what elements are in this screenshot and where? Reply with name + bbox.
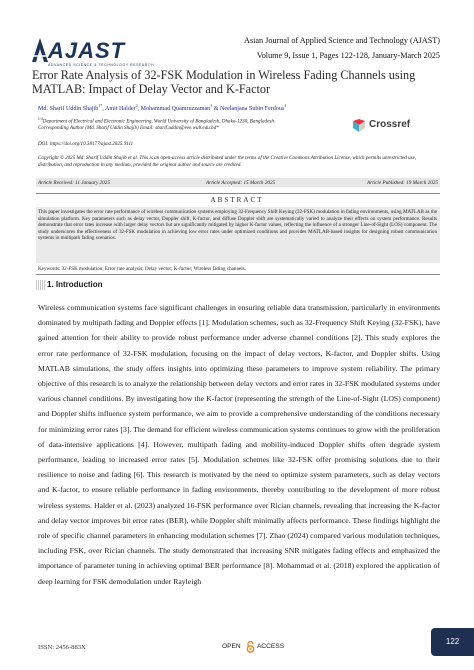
corresponding-author: Corresponding Author (Md. Sharif Uddin Shajib) Email: sharif.uddin@eee.wub.edu.bd* (38, 125, 219, 132)
author-name: Md. Sharif Uddin Shajib (38, 106, 99, 113)
section-marker (36, 280, 45, 290)
page-number: 122 (431, 628, 474, 656)
author-name: Amit Halder (104, 106, 136, 113)
crossref-icon (352, 119, 366, 133)
logo-text: AJAST (48, 38, 126, 63)
divider (36, 193, 440, 194)
issn: ISSN: 2456-883X (38, 644, 86, 651)
author-name: Neelanjana Subin Ferdous (220, 106, 285, 113)
abstract-heading: ABSTRACT (210, 196, 264, 204)
open-access-right: ACCESS (257, 643, 285, 650)
affiliation-sup: 1-4 (38, 117, 43, 121)
section-heading: 1. Introduction (47, 280, 103, 289)
copyright-notice: Copyright © 2025 Md. Sharif Uddin Shajib et al. This is an open-access article distributed under the terms of the Creative Commons Attribution License, which permits unrestricted use, distribution, and reproduction in any medium, provided the original author and source are credited. (38, 155, 417, 168)
divider (36, 274, 440, 275)
date-accepted: Article Accepted: 15 March 2025 (206, 179, 276, 186)
article-dates (36, 178, 440, 187)
author-sup: 1* (98, 103, 103, 108)
crossref-badge[interactable] (352, 119, 432, 133)
author-list: Md. Sharif Uddin Shajib$^{1*}$, Amit Halder$^2$, Mohammad Quamruzzaman$^3$ & Neelanjana Subin Ferdous$^4$ (38, 103, 287, 113)
journal-logo (30, 36, 155, 70)
abstract-text: This paper investigates the error rate performance of wireless communication systems employing 32-Frequency Shift Keying (32-FSK) modulation in fading environments, using MATLAB as the simulation platform. Key parameters such as delay vector, Doppler shift, K-factor, and diffuse Doppler shift are systematically varied to analyze their effects on system performance. Results demonstrate that error rates increase with larger delay vectors but are significantly mitigated by higher K-factor values, reflecting the influence of a stronger Line-of-Sight (LOS) component. The study underscores the effectiveness of 32-FSK modulation in achieving low error rates under optimized conditions and provides MATLAB-based insights for designing robust communication systems in multipath fading scenarios. (38, 209, 437, 241)
crossref-label: Crossref (369, 119, 411, 130)
date-published: Article Published: 19 March 2025 (367, 179, 438, 186)
journal-name: Asian Journal of Applied Science and Technology (AJAST) (244, 36, 440, 45)
logo-tagline: ADVANCED SCIENCE & TECHNOLOGY RESEARCH (48, 63, 155, 67)
introduction-text: Wireless communication systems face significant challenges in ensuring reliable data transmission, particularly in environments dominated by multipath fading and Doppler effects [1]. Modulation schemes, such as 32-Frequency Shift Keying (32-FSK), have gained attention for their ability to provide robust performance under adverse channel conditions [2]. This study explores the error rate performance of 32-FSK modulation, focusing on the impact of delay vectors, K-factor, and Doppler shifts. Using MATLAB simulations, the study offers insights into optimizing these parameters to improve system reliability. The primary objective of this research is to analyze the relationship between delay vectors and error rates in 32-FSK modulated systems under various channel conditions. By investigating how the K-factor (representing the strength of the Line-of-Sight (LOS) component) and Doppler shifts influence system performance, we aim to provide a comprehensive understanding of the conditions necessary for minimizing error rates [3]. The demand for efficient wireless communication systems continues to grow with the proliferation of data-intensive applications [4]. However, multipath fading and mobility-induced Doppler shifts often degrade system performance, leading to increased error rates [5]. Modulation schemes like 32-FSK offer promising solutions due to their resilience to noise and fading [6]. This research is motivated by the need to optimize system parameters, such as delay vectors and K-factor, to ensure reliable performance in fading environments, thereby contributing to the development of more robust wireless systems. Halder et al. (2023) analyzed 16-FSK performance over Rician channels, revealing that increasing the K-factor and delay vector improves bit error rates (BER), while Doppler shift minimally affects performance. These findings highlight the role of specific channel parameters in enhancing modulation schemes [7]. Zhao (2024) compared various modulation techniques, including FSK, over Rician channels. The study demonstrated that increasing SNR mitigates fading effects and emphasized the importance of parameter tuning in achieving optimal BER performance [8]. Mohammad et al. (2018) explored the application of deep learning for FSK demodulation under Rayleigh (38, 303, 440, 586)
keywords: Keywords: 32-FSK modulation; Error rate analysis; Delay vector; K-factor; Wireless fading channels. (38, 266, 246, 272)
author-sup: 4 (284, 103, 287, 108)
open-lock-icon (246, 641, 255, 653)
date-received: Article Received: 11 January 2025 (38, 179, 110, 186)
author-sup: 3 (210, 103, 213, 108)
open-access-left: OPEN (222, 643, 241, 650)
author-sup: 2 (135, 103, 138, 108)
affiliation-text: Department of Electrical and Electronic Engineering, World University of Bangladesh, Dhaka-1230, Bangladesh. (42, 118, 276, 125)
article-title: Error Rate Analysis of 32-FSK Modulation in Wireless Fading Channels using MATLAB: Impact of Delay Vector and K-Factor (32, 68, 416, 96)
author-name: Mohammad Quamruzzaman (140, 106, 211, 113)
open-access-badge (222, 641, 292, 653)
doi-link[interactable]: DOI: https://doi.org/10.38177/ajast.2025.9111 (38, 141, 134, 147)
logo-emblem-icon (30, 36, 50, 66)
journal-volume: Volume 9, Issue 1, Pages 122-128, January-March 2025 (256, 51, 440, 60)
affiliation (38, 116, 338, 132)
